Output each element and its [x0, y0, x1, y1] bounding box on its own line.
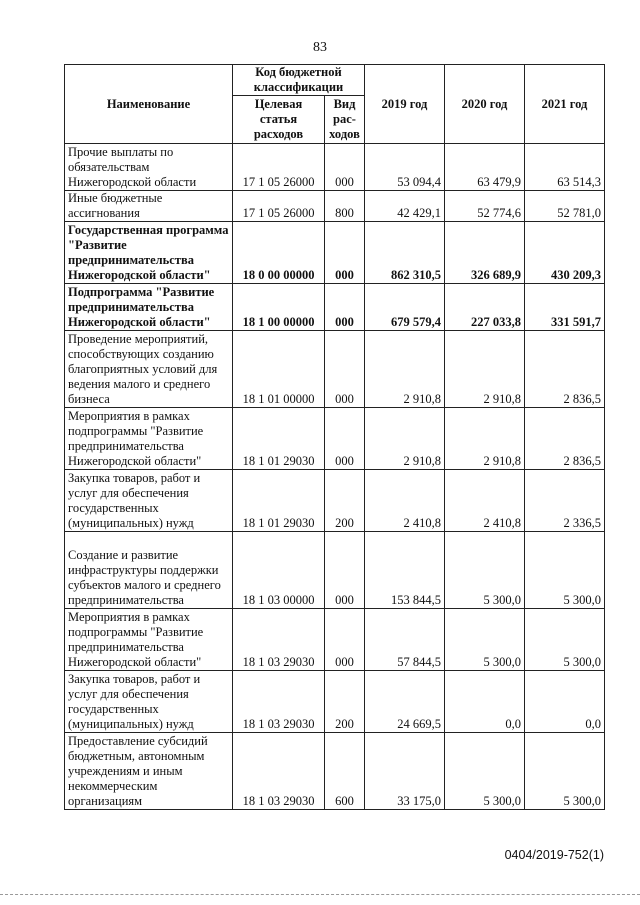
- row-2021: 5 300,0: [525, 532, 605, 609]
- row-expense-type: 200: [325, 470, 365, 532]
- header-target-article: Целевая статья расходов: [233, 96, 325, 144]
- row-2021: 2 836,5: [525, 408, 605, 470]
- row-target-code: 18 1 01 29030: [233, 408, 325, 470]
- table-row: [65, 408, 605, 470]
- row-2021: 5 300,0: [525, 609, 605, 671]
- row-expense-type: 000: [325, 284, 365, 331]
- row-2021: 63 514,3: [525, 144, 605, 191]
- row-expense-type: 000: [325, 532, 365, 609]
- row-2021: 331 591,7: [525, 284, 605, 331]
- row-expense-type: 800: [325, 191, 365, 222]
- row-name: Иные бюджетные ассигнования: [65, 191, 233, 222]
- row-target-code: 18 1 01 29030: [233, 470, 325, 532]
- row-name: Закупка товаров, работ и услуг для обеспечения государственных (муниципальных) нужд: [65, 470, 233, 532]
- row-target-code: 18 1 03 29030: [233, 609, 325, 671]
- row-target-code: 17 1 05 26000: [233, 144, 325, 191]
- row-expense-type: 000: [325, 222, 365, 284]
- header-expense-type: Вид рас-ходов: [325, 96, 365, 144]
- row-name: Государственная программа "Развитие предпринимательства Нижегородской области": [65, 222, 233, 284]
- row-expense-type: 000: [325, 144, 365, 191]
- row-expense-type: 600: [325, 733, 365, 810]
- row-2020: 2 910,8: [445, 408, 525, 470]
- header-2020: 2020 год: [445, 65, 525, 144]
- table-row: [65, 470, 605, 532]
- row-target-code: 18 1 03 29030: [233, 671, 325, 733]
- row-name: Мероприятия в рамках подпрограммы "Развитие предпринимательства Нижегородской области": [65, 408, 233, 470]
- header-2021: 2021 год: [525, 65, 605, 144]
- row-2019: 53 094,4: [365, 144, 445, 191]
- row-target-code: 18 1 00 00000: [233, 284, 325, 331]
- row-2020: 52 774,6: [445, 191, 525, 222]
- row-2021: 2 336,5: [525, 470, 605, 532]
- row-name: Мероприятия в рамках подпрограммы "Развитие предпринимательства Нижегородской области": [65, 609, 233, 671]
- row-2020: 2 910,8: [445, 331, 525, 408]
- row-expense-type: 000: [325, 408, 365, 470]
- table-row: [65, 144, 605, 191]
- table-row: [65, 191, 605, 222]
- row-2021: 430 209,3: [525, 222, 605, 284]
- row-2020: 227 033,8: [445, 284, 525, 331]
- row-2019: 862 310,5: [365, 222, 445, 284]
- row-2019: 2 910,8: [365, 331, 445, 408]
- row-name: Закупка товаров, работ и услуг для обеспечения государственных (муниципальных) нужд: [65, 671, 233, 733]
- row-target-code: 18 0 00 00000: [233, 222, 325, 284]
- table-row: [65, 222, 605, 284]
- document-code: 0404/2019-752(1): [504, 848, 604, 862]
- row-2019: 42 429,1: [365, 191, 445, 222]
- table-row: [65, 284, 605, 331]
- page-number: 83: [313, 40, 327, 55]
- row-2021: 52 781,0: [525, 191, 605, 222]
- row-expense-type: 000: [325, 331, 365, 408]
- row-target-code: 18 1 01 00000: [233, 331, 325, 408]
- row-target-code: 18 1 03 00000: [233, 532, 325, 609]
- row-name: Проведение мероприятий, способствующих созданию благоприятных условий для ведения малого и среднего бизнеса: [65, 331, 233, 408]
- table-row: [65, 532, 605, 609]
- table-row: [65, 733, 605, 810]
- row-target-code: 17 1 05 26000: [233, 191, 325, 222]
- row-2020: 63 479,9: [445, 144, 525, 191]
- row-name: Подпрограмма "Развитие предпринимательства Нижегородской области": [65, 284, 233, 331]
- row-2019: 2 910,8: [365, 408, 445, 470]
- row-2019: 2 410,8: [365, 470, 445, 532]
- row-target-code: 18 1 03 29030: [233, 733, 325, 810]
- row-2020: 0,0: [445, 671, 525, 733]
- table-row: [65, 331, 605, 408]
- table-row: [65, 609, 605, 671]
- row-2021: 0,0: [525, 671, 605, 733]
- row-2020: 5 300,0: [445, 532, 525, 609]
- page-edge-divider: [0, 894, 640, 895]
- row-expense-type: 000: [325, 609, 365, 671]
- row-2020: 326 689,9: [445, 222, 525, 284]
- header-2019: 2019 год: [365, 65, 445, 144]
- row-2019: 33 175,0: [365, 733, 445, 810]
- row-2021: 5 300,0: [525, 733, 605, 810]
- row-name: Прочие выплаты по обязательствам Нижегородской области: [65, 144, 233, 191]
- row-name: Предоставление субсидий бюджетным, автономным учреждениям и иным некоммерческим организациям: [65, 733, 233, 810]
- row-expense-type: 200: [325, 671, 365, 733]
- header-name: Наименование: [65, 65, 233, 144]
- row-2019: 57 844,5: [365, 609, 445, 671]
- row-2019: 24 669,5: [365, 671, 445, 733]
- table-row: [65, 671, 605, 733]
- row-2019: 153 844,5: [365, 532, 445, 609]
- row-2020: 5 300,0: [445, 733, 525, 810]
- row-name: Создание и развитие инфраструктуры поддержки субъектов малого и среднего предпринимательства: [65, 532, 233, 609]
- header-budget-code: Код бюджетной классификации: [233, 65, 365, 96]
- row-2020: 5 300,0: [445, 609, 525, 671]
- row-2019: 679 579,4: [365, 284, 445, 331]
- budget-table: [64, 64, 605, 810]
- row-2021: 2 836,5: [525, 331, 605, 408]
- row-2020: 2 410,8: [445, 470, 525, 532]
